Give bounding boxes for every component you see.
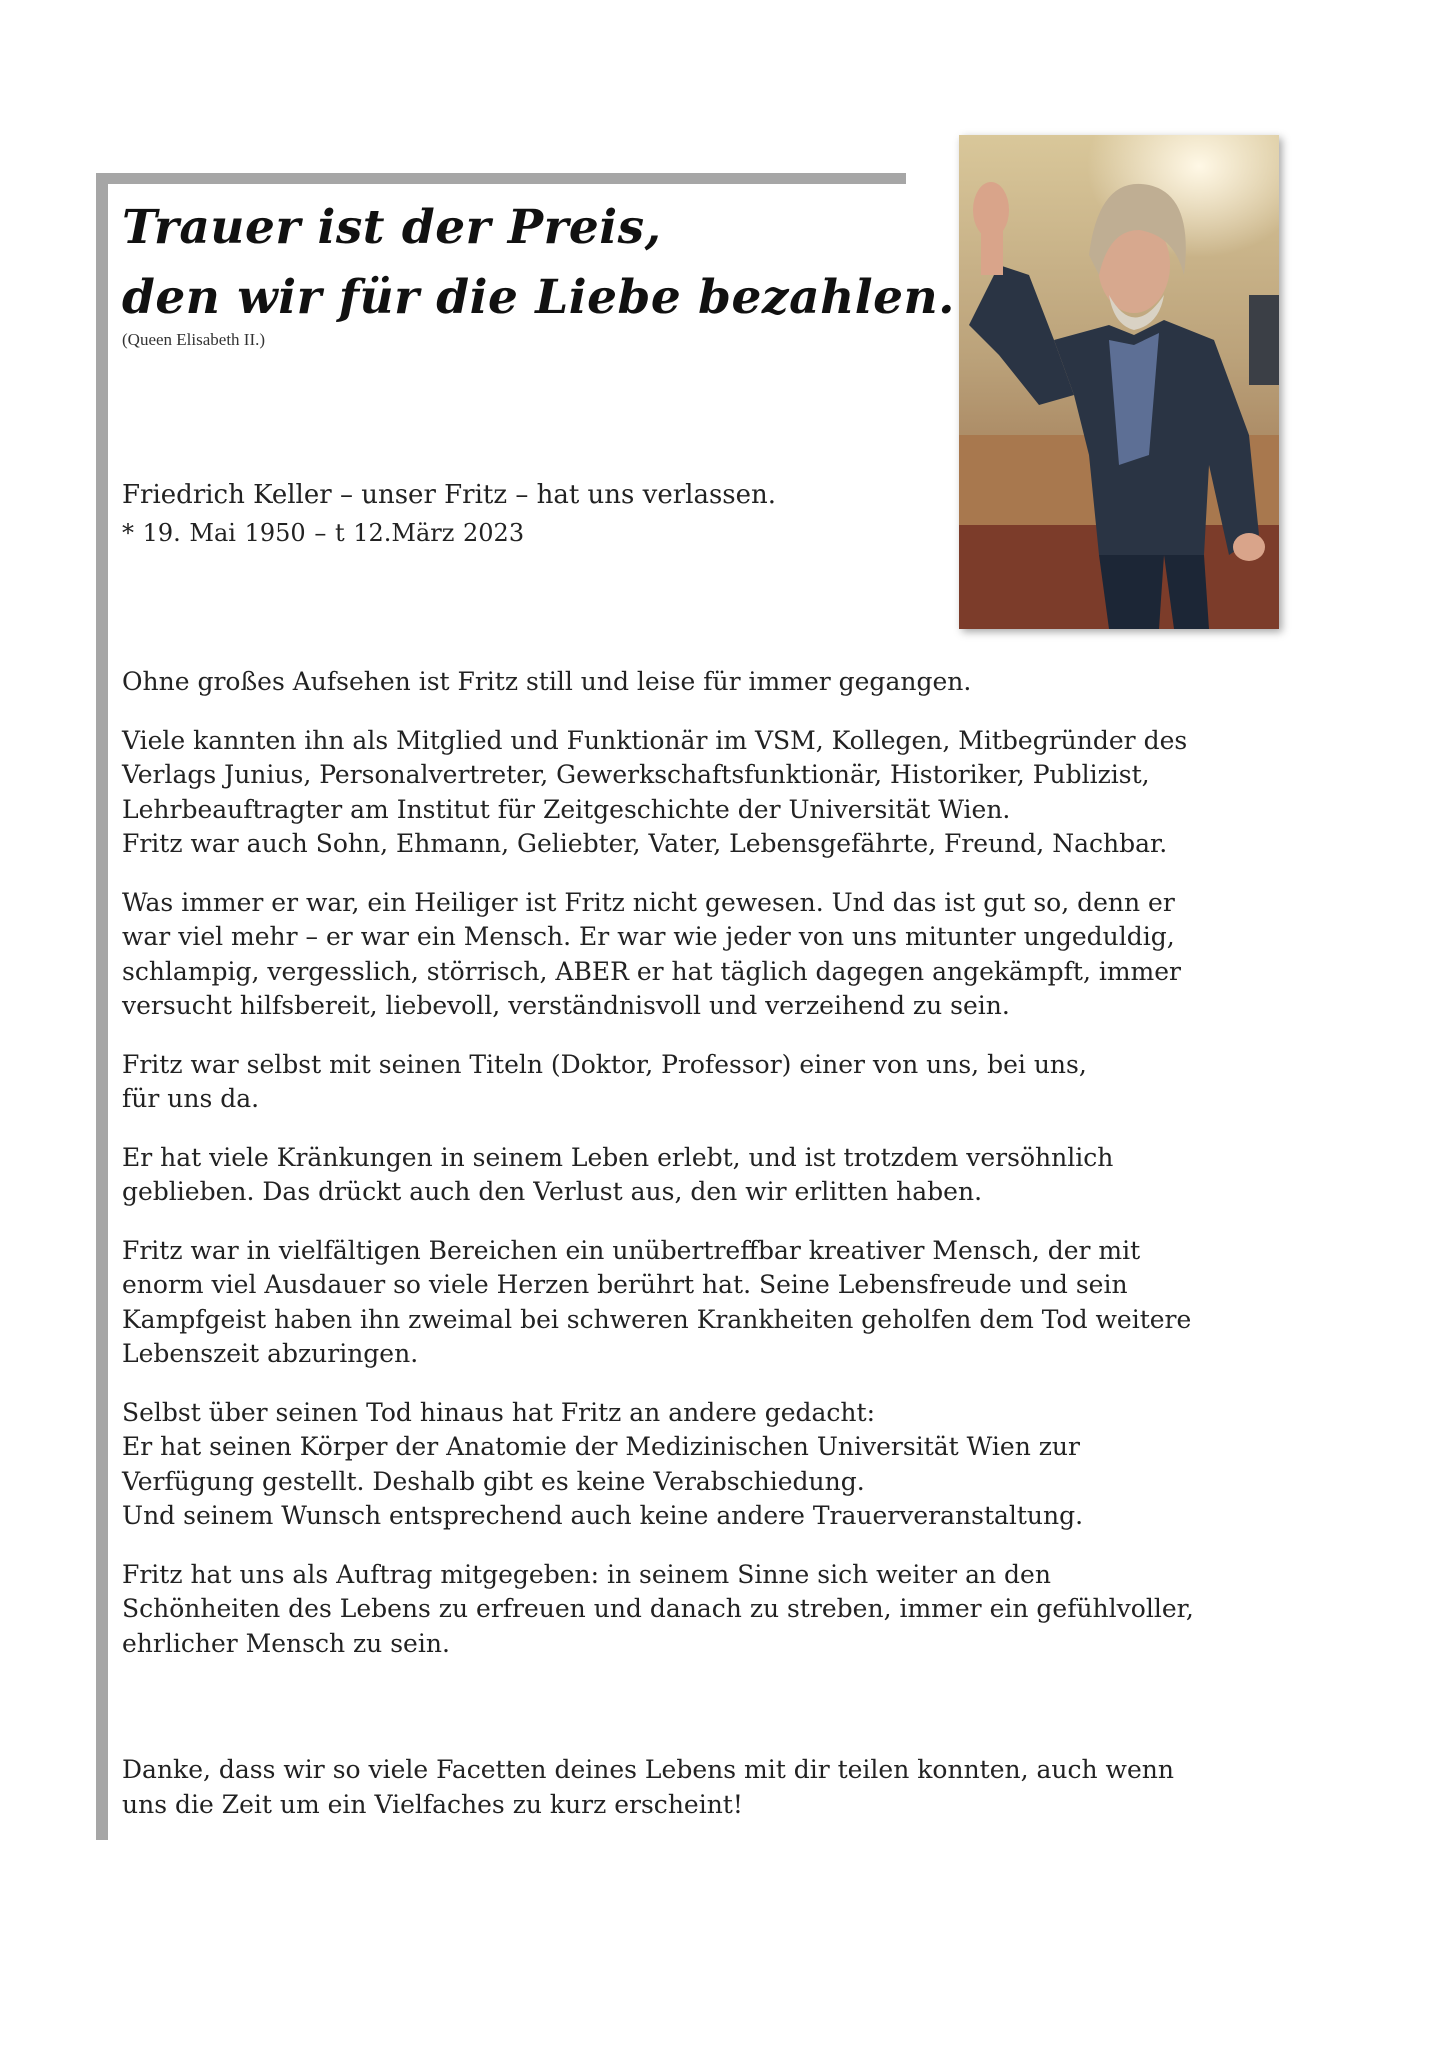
body-text xyxy=(122,665,1342,1661)
closing-thanks xyxy=(122,1753,1174,1822)
text-line: Viele kannten ihn als Mitglied und Funktionär im VSM, Kollegen, Mitbegründer des xyxy=(122,725,1188,755)
text-line: Verlags Junius, Personalvertreter, Gewerkschaftsfunktionär, Historiker, Publizist, xyxy=(122,760,1150,789)
text-line: Selbst über seinen Tod hinaus hat Fritz an andere gedacht: xyxy=(122,1397,876,1427)
quote-source: (Queen Elisabeth II.) xyxy=(122,330,266,349)
text-line: Was immer er war, ein Heiliger ist Fritz nicht gewesen. Und das ist gut so, denn er xyxy=(122,887,1175,917)
quote-line: Trauer ist der Preis, xyxy=(122,200,662,255)
text-line: enorm viel Ausdauer so viele Herzen berührt hat. Seine Lebensfreude und sein xyxy=(122,1270,1128,1299)
paragraph xyxy=(122,724,1342,862)
text-line: Und seinem Wunsch entsprechend auch keine andere Trauerveranstaltung. xyxy=(122,1501,1084,1530)
text-line: für uns da. xyxy=(122,1084,260,1113)
paragraph xyxy=(122,665,1342,700)
paragraph xyxy=(122,1558,1342,1662)
text-line: Fritz hat uns als Auftrag mitgegeben: in seinem Sinne sich weiter an den xyxy=(122,1559,1051,1589)
text-line: Fritz war selbst mit seinen Titeln (Doktor, Professor) einer von uns, bei uns, xyxy=(122,1049,1087,1079)
text-line: Verfügung gestellt. Deshalb gibt es keine Verabschiedung. xyxy=(122,1466,865,1496)
frame-top-bar xyxy=(96,173,906,184)
portrait-photo xyxy=(959,135,1279,629)
paragraph xyxy=(122,1141,1342,1210)
text-line: versucht hilfsbereit, liebevoll, verständnisvoll und verzeihend zu sein. xyxy=(122,991,1010,1020)
text-line: geblieben. Das drückt auch den Verlust aus, den wir erlitten haben. xyxy=(122,1177,983,1206)
announcement-name: Friedrich Keller – unser Fritz – hat uns verlassen. xyxy=(122,480,777,510)
paragraph xyxy=(122,1396,1342,1534)
announcement-dates: * 19. Mai 1950 – t 12.März 2023 xyxy=(122,519,525,547)
paragraph xyxy=(122,886,1342,1024)
text-line: Danke, dass wir so viele Facetten deines Lebens mit dir teilen konnten, auch wenn xyxy=(122,1755,1174,1784)
frame-left-bar xyxy=(96,173,108,1840)
text-line: Lebenszeit abzuringen. xyxy=(122,1339,419,1368)
text-line: schlampig, vergesslich, störrisch, ABER er hat täglich dagegen angekämpft, immer xyxy=(122,956,1181,986)
text-line: ehrlicher Mensch zu sein. xyxy=(122,1628,450,1658)
text-line: war viel mehr – er war ein Mensch. Er war wie jeder von uns mitunter ungeduldig, xyxy=(122,922,1175,951)
text-line: Schönheiten des Lebens zu erfreuen und danach zu streben, immer ein gefühlvoller, xyxy=(122,1594,1194,1623)
text-line: Ohne großes Aufsehen ist Fritz still und leise für immer gegangen. xyxy=(122,667,972,696)
quote-heading xyxy=(122,193,955,333)
text-line: uns die Zeit um ein Vielfaches zu kurz erscheint! xyxy=(122,1789,743,1819)
quote-line: den wir für die Liebe bezahlen. xyxy=(122,270,956,325)
text-line: Lehrbeauftragter am Institut für Zeitgeschichte der Universität Wien. xyxy=(122,794,1011,824)
text-line: Er hat seinen Körper der Anatomie der Medizinischen Universität Wien zur xyxy=(122,1432,1080,1461)
paragraph xyxy=(122,1048,1342,1117)
text-line: Kampfgeist haben ihn zweimal bei schweren Krankheiten geholfen dem Tod weitere xyxy=(122,1304,1192,1334)
paragraph xyxy=(122,1234,1342,1372)
text-line: Fritz war auch Sohn, Ehmann, Geliebter, Vater, Lebensgefährte, Freund, Nachbar. xyxy=(122,829,1168,858)
text-line: Er hat viele Kränkungen in seinem Leben erlebt, und ist trotzdem versöhnlich xyxy=(122,1142,1114,1172)
text-line: Fritz war in vielfältigen Bereichen ein unübertreffbar kreativer Mensch, der mit xyxy=(122,1235,1141,1265)
